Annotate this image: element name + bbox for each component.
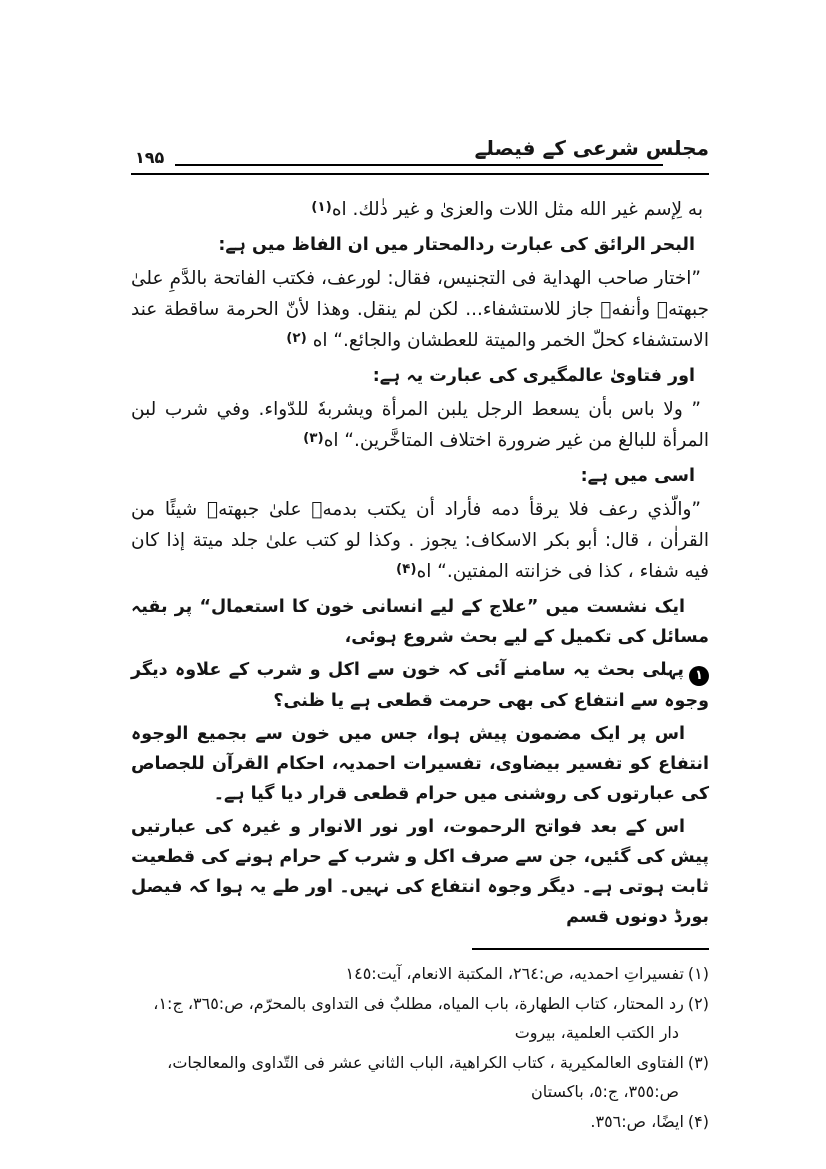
- footnote-ref-2: (٢): [286, 330, 307, 346]
- footnote-marker: (٢): [687, 994, 709, 1013]
- footnote-ref-3: (٣): [303, 430, 324, 446]
- header-rule-top: [175, 164, 663, 166]
- footnote-item: [131, 1048, 709, 1106]
- footnote-text: الفتاوى العالمكيرية ، كتاب الكراهية، الباب الثاني عشر فى التّداوى والمعالجات، ص:٣٥٥، ج:٥، باكستان: [167, 1053, 684, 1101]
- arabic-quote-tajnis: [131, 263, 709, 358]
- book-title: مجلس شرعی کے فیصلے: [474, 136, 709, 160]
- footnote-ref-1: (١): [311, 199, 332, 215]
- list-number-badge: [689, 666, 709, 686]
- page-number: ۱۹۵: [135, 148, 165, 167]
- urdu-intro-alamgiri: اور فتاویٰ عالمگیری کی عبارت یہ ہے:: [372, 366, 695, 386]
- issue-text: پہلی بحث یہ سامنے آئی کہ خون سے اکل و شرب کے علاوہ دیگر وجوہ سے انتفاع کی بھی حرمت قطعی ہے یا ظنی؟: [131, 660, 709, 711]
- footnote-ref-4: (۴): [396, 561, 417, 577]
- footnote-item: [131, 989, 709, 1047]
- urdu-para-fawatih: اس کے بعد فواتح الرحموت، اور نور الانوار و غیرہ کی عبارتیں پیش کی گئیں، جن سے صرف اکل و شرب کے حرام ہونے کی قطعیت ثابت ہوتی ہے۔ دیگر وجوہ انتفاع کی نہیں۔ اور طے یہ ہوا کہ فیصل بورڈ دونوں قسم: [131, 817, 709, 927]
- urdu-para-mazmoon: اس پر ایک مضمون پیش ہوا، جس میں خون سے بجمیع الوجوہ انتفاع کو تفسیر بیضاوی، تفسیرات احمدیہ، احکام القرآن للجصاص کی عبارتوں کی روشنی میں حرام قطعی قرار دیا گیا ہے۔: [131, 724, 709, 804]
- footnote-text: تفسيراتِ احمديه، ص:٢٦٤، المكتبة الانعام، آيت:١٤٥: [345, 964, 684, 983]
- arabic-text: ”والّذي رعف فلا يرقأ دمه فأراد أن يكتب بدمهٖ علىٰ جبهتهٖ شيئًا من القراٰن ، قال: أبو بكر الاسكاف: يجوز . وكذا لو كتب علىٰ جلد ميتة إذا كان فيه شفاء ، كذا فى خزانته المفتين.“ اه: [131, 499, 709, 582]
- arabic-text: ” ولا باس بأن يسعط الرجل يلبن المرأة ويشربهٗ للدّواء. وفي شرب لبن المرأة للبالغ من غير ضرورة اختلاف المتاخَّرين.“ اه: [131, 399, 709, 451]
- header-rule-bottom: [131, 173, 709, 175]
- footnote-separator: [472, 948, 709, 950]
- footnote-marker: (٣): [687, 1053, 709, 1072]
- footnote-text: رد المحتار، كتاب الطهارة، باب المياه، مطلبٌ فى التداوى بالمحرّم، ص:٣٦٥، ج:١، دار الكتب العلمية، بيروت: [153, 994, 684, 1042]
- footnote-marker: (۴): [687, 1112, 709, 1131]
- page-header: [131, 136, 709, 184]
- arabic-line-continuation: [131, 194, 709, 227]
- footnote-item: [131, 1107, 709, 1136]
- arabic-text: ”اختار صاحب الهداية فى التجنيس، فقال: لورعف، فكتب الفاتحة بالدَّمِ علىٰ جبهتهٖ وأنفهٖ جاز للاستشفاء... لكن لم ينقل. وهذا لأنّ الحرمة ساقطة عند الاستشفاء كحلّ الخمر والميتة للعطشان والجائع.“ اه: [131, 268, 709, 351]
- footnote-item: [131, 959, 709, 988]
- urdu-numbered-issue: [131, 655, 709, 716]
- arabic-text: به لِإسم غير الله مثل اللات والعزىٰ و غير ذٰلك. اه: [331, 199, 703, 220]
- footnote-marker: (١): [687, 964, 709, 983]
- urdu-intro-bahr-raiq: البحر الرائق کی عبارت ردالمحتار میں ان الفاظ میں ہے:: [218, 235, 695, 255]
- footnotes-section: [131, 948, 709, 1136]
- list-number: ۱: [695, 668, 703, 683]
- arabic-quote-khizanat: [131, 494, 709, 589]
- footnote-text: ايضًا، ص:٣٥٦.: [590, 1112, 684, 1131]
- arabic-quote-alamgiri: [131, 394, 709, 458]
- urdu-para-session: ایک نشست میں ”علاج کے لیے انسانی خون کا استعمال“ پر بقیہ مسائل کی تکمیل کے لیے بحث شروع ہوئی،: [131, 597, 709, 647]
- page-content: [131, 136, 709, 1137]
- urdu-intro-isi-mein: اسی میں ہے:: [580, 466, 695, 486]
